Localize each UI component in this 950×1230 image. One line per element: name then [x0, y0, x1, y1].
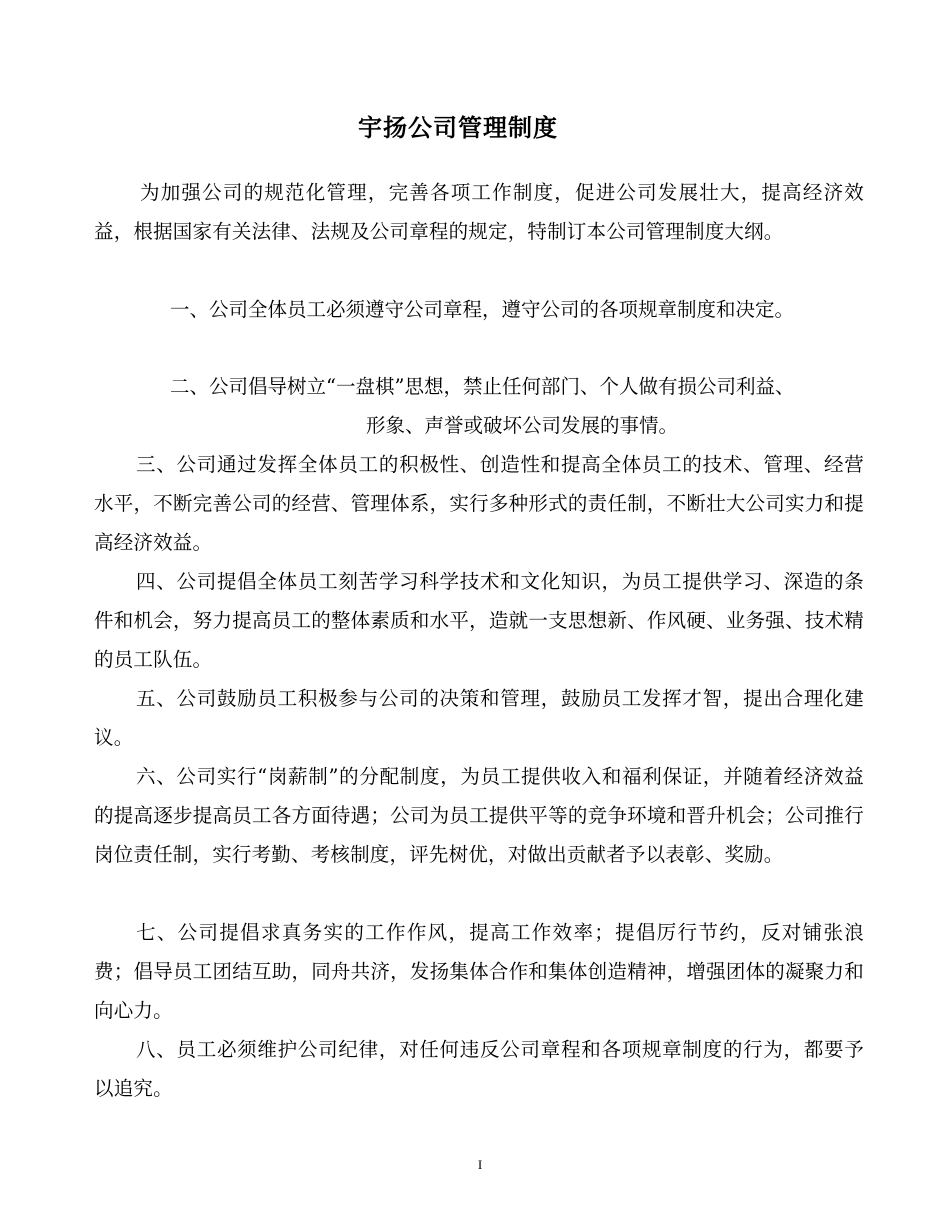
article-5: 五、公司鼓励员工积极参与公司的决策和管理，鼓励员工发挥才智，提出合理化建议。 [94, 687, 864, 749]
article-4: 四、公司提倡全体员工刻苦学习科学技术和文化知识，为员工提供学习、深造的条件和机会，努力提高员工的整体素质和水平，造就一支思想新、作风硬、业务强、技术精的员工队伍。 [94, 570, 864, 671]
article-2-line-2: 形象、声誉或破坏公司发展的事情。 [366, 414, 679, 437]
article-8: 八、员工必须维护公司纪律，对任何违反公司章程和各项规章制度的行为，都要予以追究。 [94, 1038, 864, 1100]
article-7: 七、公司提倡求真务实的工作作风，提高工作效率；提倡厉行节约，反对铺张浪费；倡导员工团结互助，同舟共济，发扬集体合作和集体创造精神，增强团体的凝聚力和向心力。 [94, 921, 864, 1022]
article-6: 六、公司实行“岗薪制”的分配制度，为员工提供收入和福利保证，并随着经济效益的提高逐步提高员工各方面待遇；公司为员工提供平等的竞争环境和晋升机会；公司推行岗位责任制，实行考勤、考核制度，评先树优，对做出贡献者予以表彰、奖励。 [94, 765, 864, 866]
article-1: 一、公司全体员工必须遵守公司章程，遵守公司的各项规章制度和决定。 [170, 298, 795, 321]
page-number: I [477, 1157, 483, 1172]
article-2-line-1: 二、公司倡导树立“一盘棋”思想，禁止任何部门、个人做有损公司利益、 [170, 375, 795, 398]
document-title: 宇扬公司管理制度 [358, 114, 558, 142]
intro-paragraph: 为加强公司的规范化管理，完善各项工作制度，促进公司发展壮大，提高经济效益，根据国家有关法律、法规及公司章程的规定，特制订本公司管理制度大纲。 [94, 181, 864, 243]
article-3: 三、公司通过发挥全体员工的积极性、创造性和提高全体员工的技术、管理、经营水平，不断完善公司的经营、管理体系，实行多种形式的责任制，不断壮大公司实力和提高经济效益。 [94, 453, 864, 554]
